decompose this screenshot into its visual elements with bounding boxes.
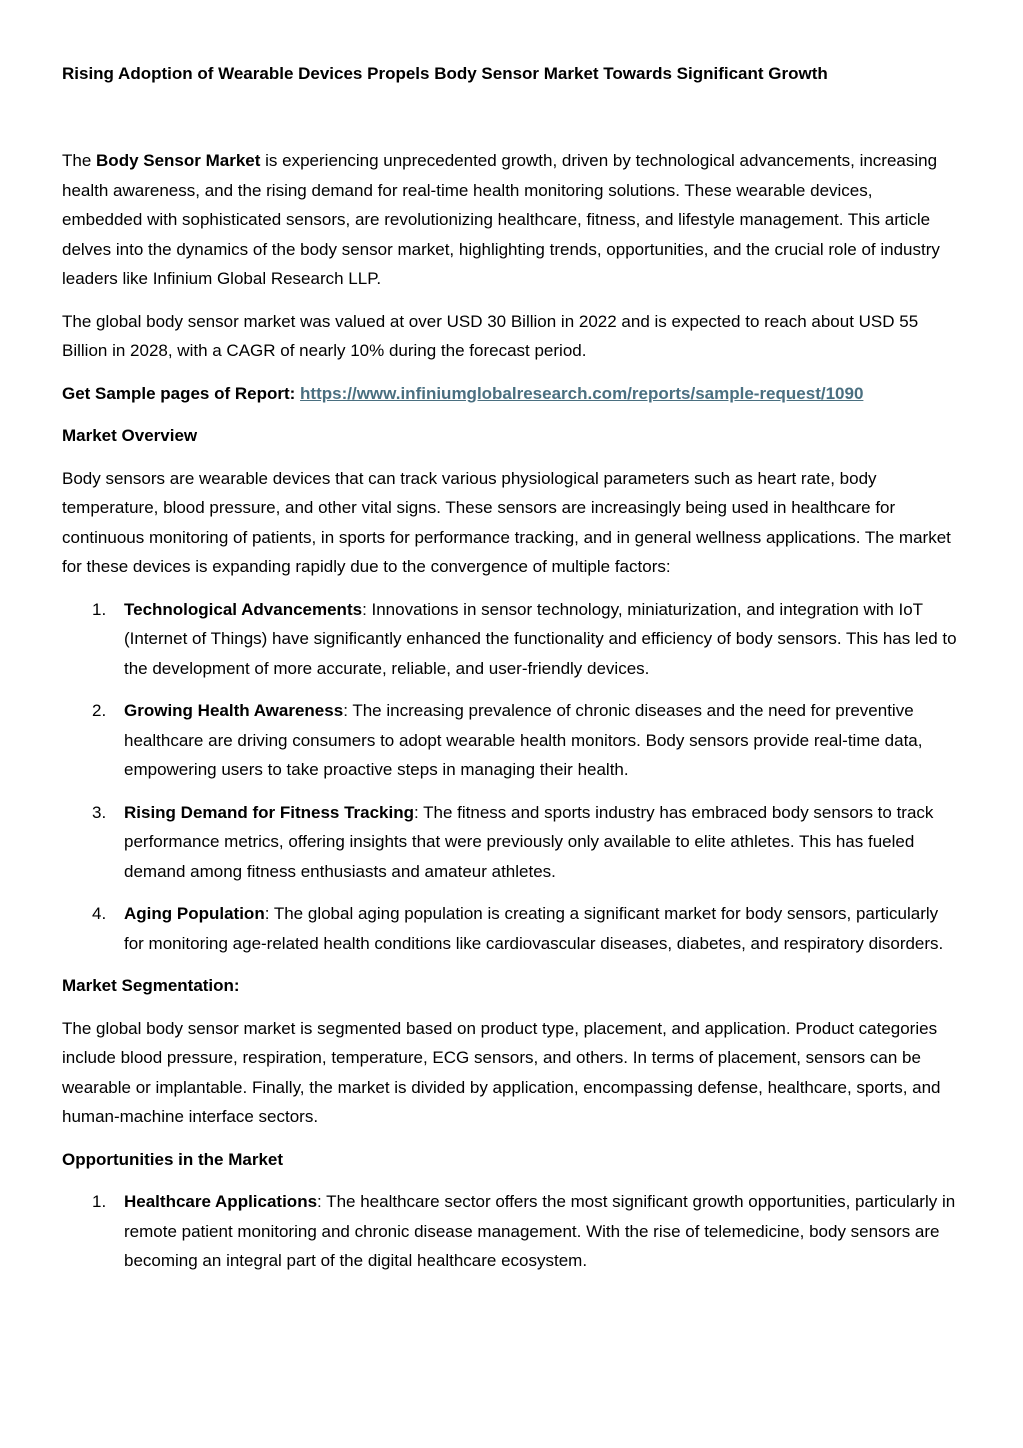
sample-paragraph: [62, 379, 957, 409]
list-number: 4.: [92, 904, 107, 923]
list-item-title: Rising Demand for Fitness Tracking: [124, 802, 415, 822]
intro-bold-term: Body Sensor Market: [96, 151, 261, 170]
opportunities-heading: Opportunities in the Market: [62, 1149, 284, 1169]
market-overview-paragraph: Body sensors are wearable devices that can track various physiological parameters such as heart rate, body temperature, blood pressure, and other vital signs. These sensors are increasingly being used in healthcare for continuous monitoring of patients, in sports for performance tracking, and in general wellness applications. The market for these devices is expanding rapidly due to the convergence of multiple factors:: [62, 468, 951, 576]
market-segmentation-paragraph: The global body sensor market is segmented based on product type, placement, and application. Product categories include blood pressure, respiration, temperature, ECG sensors, and others. In terms of placement, sensors can be wearable or implantable. Finally, the market is divided by application, encompassing defense, healthcare, sports, and human-machine interface sectors.: [62, 1018, 941, 1126]
document-body: [62, 146, 957, 1289]
list-item-title: Growing Health Awareness: [124, 701, 344, 720]
list-item: [62, 595, 957, 684]
list-item-text: : The fitness and sports industry has embraced body sensors to track performance metrics, offering insights that were previously only available to elite athletes. This has fueled demand among fitness enthusiasts and amateur athletes.: [124, 802, 934, 881]
list-item-text: : The healthcare sector offers the most significant growth opportunities, particularly in remote patient monitoring and chronic disease management. With the rise of telemedicine, body sensors are becoming an integral part of the digital healthcare ecosystem.: [124, 1192, 956, 1270]
list-item: [62, 1187, 957, 1276]
list-item-text: : The increasing prevalence of chronic diseases and the need for preventive healthcare are driving consumers to adopt wearable health monitors. Body sensors provide real-time data, empowering users to take proactive steps in managing their health.: [124, 701, 923, 779]
list-item-title: Healthcare Applications: [124, 1192, 318, 1211]
sample-label: Get Sample pages of Report:: [62, 383, 301, 403]
intro-rest: is experiencing unprecedented growth, driven by technological advancements, increasing health awareness, and the rising demand for real-time health monitoring solutions. These wearable devices, embedded with sophisticated sensors, are revolutionizing healthcare, fitness, and lifestyle management. This article delves into the dynamics of the body sensor market, highlighting trends, opportunities, and the crucial role of industry leaders like Infinium Global Research LLP.: [62, 151, 940, 288]
list-item-title: Aging Population: [124, 904, 265, 923]
intro-paragraph: [62, 146, 957, 294]
list-number: 1.: [92, 1192, 107, 1211]
list-item: [62, 899, 957, 958]
sample-report-link[interactable]: https://www.infiniumglobalresearch.com/reports/sample-request/1090: [300, 383, 864, 403]
list-item-title: Technological Advancements: [124, 599, 363, 619]
growth-factors-list: [62, 595, 957, 959]
intro-prefix: The: [62, 151, 97, 170]
valuation-paragraph: The global body sensor market was valued at over USD 30 Billion in 2022 and is expected to reach about USD 55 Billion in 2028, with a CAGR of nearly 10% during the forecast period.: [62, 311, 919, 360]
list-item: [62, 696, 957, 785]
market-segmentation-heading: Market Segmentation:: [62, 976, 240, 995]
list-item-text: : Innovations in sensor technology, miniaturization, and integration with IoT (Internet of Things) have significantly enhanced the functionality and efficiency of body sensors. This has led to the development of more accurate, reliable, and user-friendly devices.: [124, 599, 957, 678]
list-item: [62, 798, 957, 887]
list-number: 2.: [92, 701, 107, 720]
list-item-text: : The global aging population is creating a significant market for body sensors, particularly for monitoring age-related health conditions like cardiovascular diseases, diabetes, and respiratory disorders.: [124, 904, 944, 953]
list-number: 3.: [92, 802, 107, 822]
market-overview-heading: Market Overview: [62, 426, 198, 445]
document-title: Rising Adoption of Wearable Devices Propels Body Sensor Market Towards Significant Growth: [62, 64, 828, 83]
list-number: 1.: [92, 599, 107, 619]
opportunities-list: [62, 1187, 957, 1276]
